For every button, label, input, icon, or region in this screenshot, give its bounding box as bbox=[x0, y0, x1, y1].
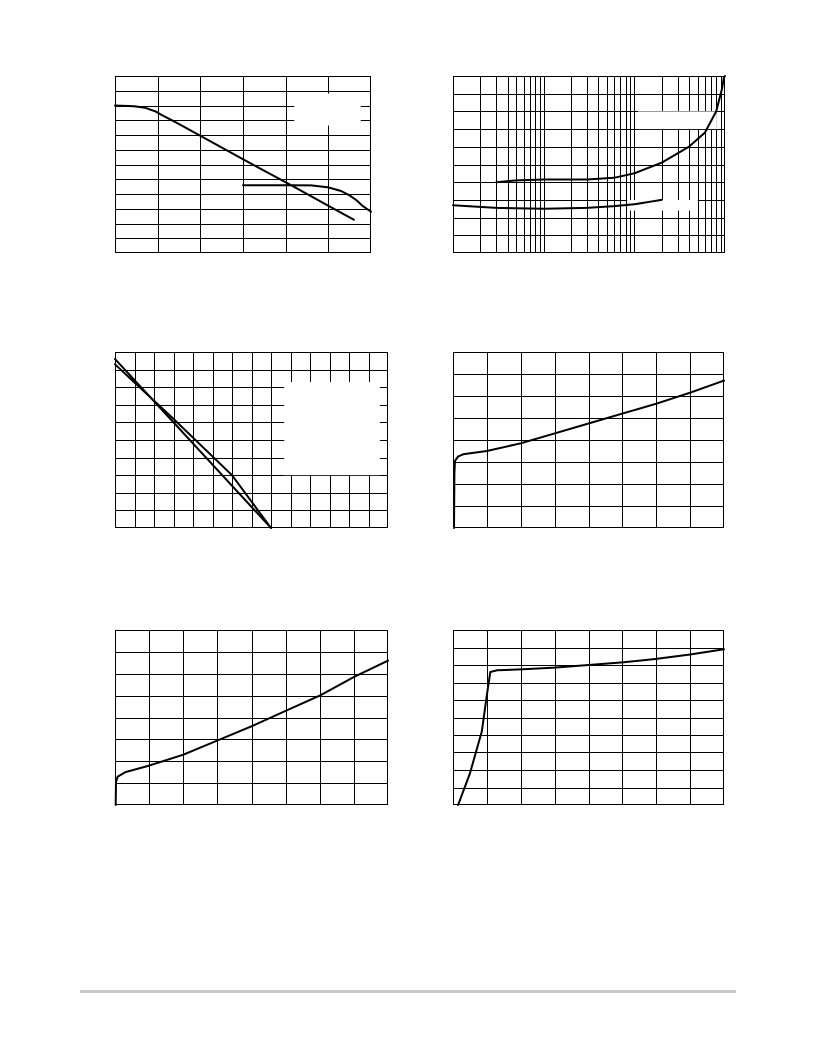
chart-2-legend-box bbox=[638, 111, 717, 129]
chart-3 bbox=[115, 352, 388, 528]
chart-2-legend-box bbox=[627, 200, 698, 211]
chart-6 bbox=[453, 630, 724, 805]
chart-4 bbox=[453, 352, 724, 528]
chart-2-frame bbox=[454, 77, 725, 253]
footer-rule bbox=[80, 990, 736, 993]
chart-6-frame bbox=[454, 631, 724, 805]
chart-1 bbox=[115, 76, 371, 253]
chart-5-frame bbox=[116, 631, 388, 805]
chart-2 bbox=[453, 76, 725, 253]
chart-5 bbox=[115, 630, 388, 805]
chart-1-legend-box bbox=[294, 94, 361, 126]
chart-3-legend-box bbox=[284, 382, 380, 475]
